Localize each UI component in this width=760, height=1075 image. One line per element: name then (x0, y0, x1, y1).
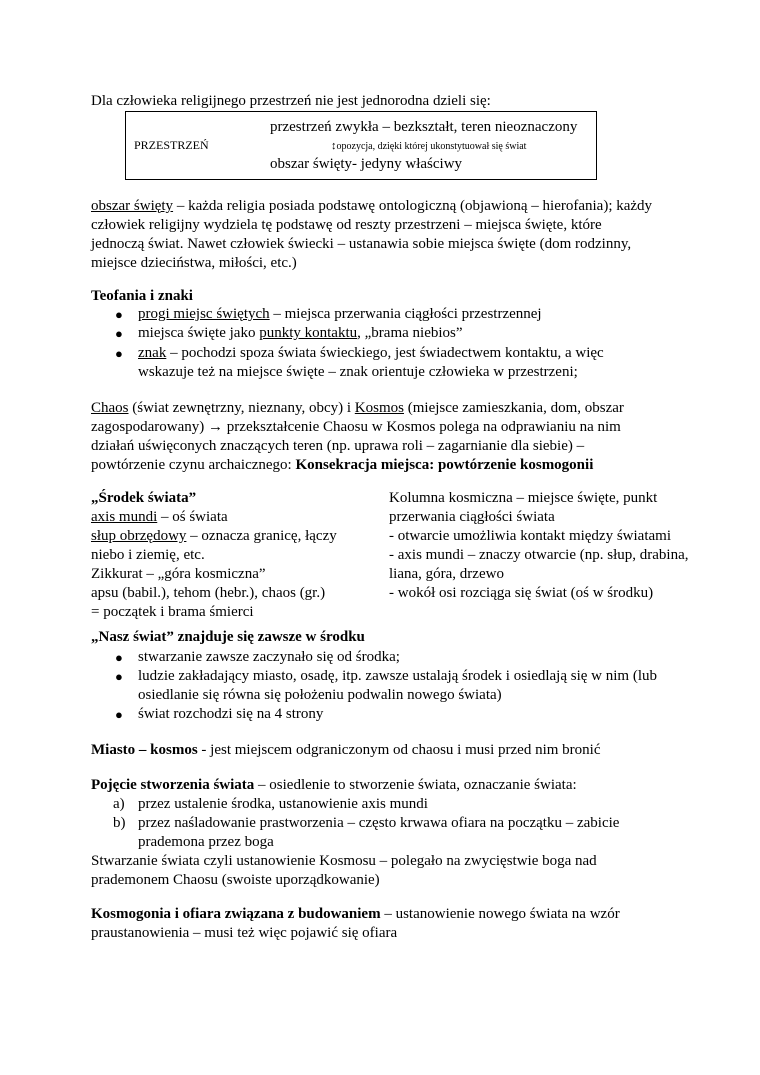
box-bottom-text: obszar święty- jedyny właściwy (270, 156, 463, 172)
heading-nasz-swiat-text: „Nasz świat” znajduje się zawsze w środku (91, 629, 365, 645)
bullet-icon: ● (115, 307, 123, 322)
box-top-text: przestrzeń zwykła – bezkształt, teren nieoznaczony (270, 119, 578, 135)
term-kosmos: Kosmos (354, 400, 404, 416)
pojecie-item-b: przez naśladowanie prastworzenia – często krwawa ofiara na początku – zabicie (138, 815, 620, 831)
p1-line4: miejsce dzieciństwa, miłości, etc.) (91, 255, 297, 271)
bullet-icon: ● (115, 707, 123, 722)
chaos-l4-pre: powtórzenie czynu archaicznego: (91, 457, 296, 473)
heading-teofania-text: Teofania i znaki (91, 288, 193, 304)
teofania-b3-rest: – pochodzi spoza świata świeckiego, jest świadectwem kontaktu, a więc (166, 345, 604, 361)
term-progi: progi miejsc świętych (138, 306, 270, 322)
teofania-item-3-line2: wskazuje też na miejsce święte – znak orientuje człowieka w przestrzeni; (138, 364, 578, 380)
teofania-item-3 (138, 344, 604, 363)
pojecie-item-b-line2: prademona przez boga (138, 834, 274, 850)
list-label-a: a) (113, 796, 125, 812)
term-znak: znak (138, 345, 167, 361)
srodek-line3: niebo i ziemię, etc. (91, 547, 205, 563)
term-chaos: Chaos (91, 400, 129, 416)
list-label-b: b) (113, 815, 126, 831)
chaos-l1a: (świat zewnętrzny, nieznany, obcy) i (128, 400, 355, 416)
teofania-item-1 (138, 305, 542, 324)
kosmogonia-line1 (91, 905, 620, 924)
heading-nasz-swiat (91, 628, 365, 647)
pojecie-line (91, 776, 577, 795)
nasz-item-2: ludzie zakładający miasto, osadę, itp. zawsze ustalają środek i osiedlają się w nim (lub (138, 668, 657, 684)
chaos-l1b: (miejsce zamieszkania, dom, obszar (403, 400, 624, 416)
pojecie-rest: – osiedlenie to stworzenie świata, oznaczanie świata: (254, 777, 577, 793)
bullet-icon: ● (115, 326, 123, 341)
srodek-line2 (91, 527, 337, 546)
srodek-line1 (91, 508, 228, 527)
bullet-icon: ● (115, 346, 123, 361)
box-middle (331, 140, 526, 152)
term-slup: słup obrzędowy (91, 528, 187, 544)
pojecie-after2: prademonem Chaosu (swoiste uporządkowanie) (91, 872, 380, 888)
miasto-line (91, 741, 601, 760)
box-label: PRZESTRZEŃ (134, 138, 209, 152)
kolumna-line1: Kolumna kosmiczna – miejsce święte, punkt (389, 490, 658, 506)
srodek-l1-rest: – oś świata (157, 509, 228, 525)
chaos-line3: działań uświęconych znaczących teren (np. uprawa roli – zagarnianie dla siebie) – (91, 438, 585, 454)
chaos-l4-bold: Konsekracja miejsca: powtórzenie kosmogonii (295, 457, 594, 473)
chaos-line4 (91, 456, 593, 475)
kolumna-line2: przerwania ciągłości świata (389, 509, 555, 525)
box-middle-text: opozycja, dzięki której ukonstytuował się świat (336, 141, 527, 152)
teofania-b1-rest: – miejsca przerwania ciągłości przestrzennej (269, 306, 542, 322)
srodek-line6: = początek i brama śmierci (91, 604, 254, 620)
pojecie-item-a: przez ustalenie środka, ustanowienie axis mundi (138, 796, 428, 812)
miasto-rest: - jest miejscem odgraniczonym od chaosu i musi przed nim bronić (197, 742, 601, 758)
teofania-b2-pre: miejsca święte jako (138, 325, 260, 341)
heading-teofania (91, 287, 193, 306)
p1-l1-text: – każda religia posiada podstawę ontologiczną (objawioną – hierofania); każdy (173, 198, 653, 214)
teofania-b2-rest: , „brama niebios” (357, 325, 463, 341)
nasz-item-1: stwarzanie zawsze zaczynało się od środka; (138, 649, 400, 665)
intro-text: Dla człowieka religijnego przestrzeń nie jest jednorodna dzieli się: (91, 93, 491, 109)
miasto-bold: Miasto – kosmos (91, 742, 198, 758)
chaos-line1 (91, 399, 624, 418)
pojecie-after1: Stwarzanie świata czyli ustanowienie Kosmosu – polegało na zwycięstwie boga nad (91, 853, 597, 869)
kolumna-line3: - otwarcie umożliwia kontakt między światami (389, 528, 671, 544)
kosmogonia-bold: Kosmogonia i ofiara związana z budowaniem (91, 906, 381, 922)
p1-line3: jednoczą świat. Nawet człowiek świecki – ustanawia sobie miejsca święte (dom rodzinny, (91, 236, 632, 252)
kosmogonia-line2: praustanowienia – musi też więc pojawić się ofiara (91, 925, 398, 941)
kolumna-line5: liana, góra, drzewo (389, 566, 504, 582)
term-axis-mundi: axis mundi (91, 509, 158, 525)
pojecie-bold: Pojęcie stworzenia świata (91, 777, 255, 793)
srodek-line4: Zikkurat – „góra kosmiczna” (91, 566, 266, 582)
kosmogonia-rest: – ustanowienie nowego świata na wzór (380, 906, 620, 922)
heading-srodek (91, 489, 196, 508)
up-down-arrow-icon: ↕ (331, 140, 337, 152)
p1-line1 (91, 197, 652, 216)
bullet-icon: ● (115, 669, 123, 684)
bullet-icon: ● (115, 650, 123, 665)
nasz-item-3: świat rozchodzi się na 4 strony (138, 706, 324, 722)
srodek-l2-rest: – oznacza granicę, łączy (186, 528, 337, 544)
term-punkty-kontaktu: punkty kontaktu (259, 325, 358, 341)
chaos-line2: zagospodarowany) → przekształcenie Chaosu w Kosmos polega na odprawianiu na nim (91, 419, 621, 435)
srodek-line5: apsu (babil.), tehom (hebr.), chaos (gr.) (91, 585, 326, 601)
heading-srodek-text: „Środek świata” (91, 490, 197, 506)
przestrzen-box (125, 111, 597, 180)
teofania-item-2 (138, 324, 463, 343)
p1-line2: człowiek religijny wydziela tę podstawę od reszty przestrzeni – miejsca święte, które (91, 217, 602, 233)
term-obszar-swiety: obszar święty (91, 198, 174, 214)
kolumna-line6: - wokół osi rozciąga się świat (oś w środku) (389, 585, 654, 601)
kolumna-line4: - axis mundi – znaczy otwarcie (np. słup, drabina, (389, 547, 689, 563)
nasz-item-2-line2: osiedlanie się równa się położeniu podwalin nowego świata) (138, 687, 502, 703)
